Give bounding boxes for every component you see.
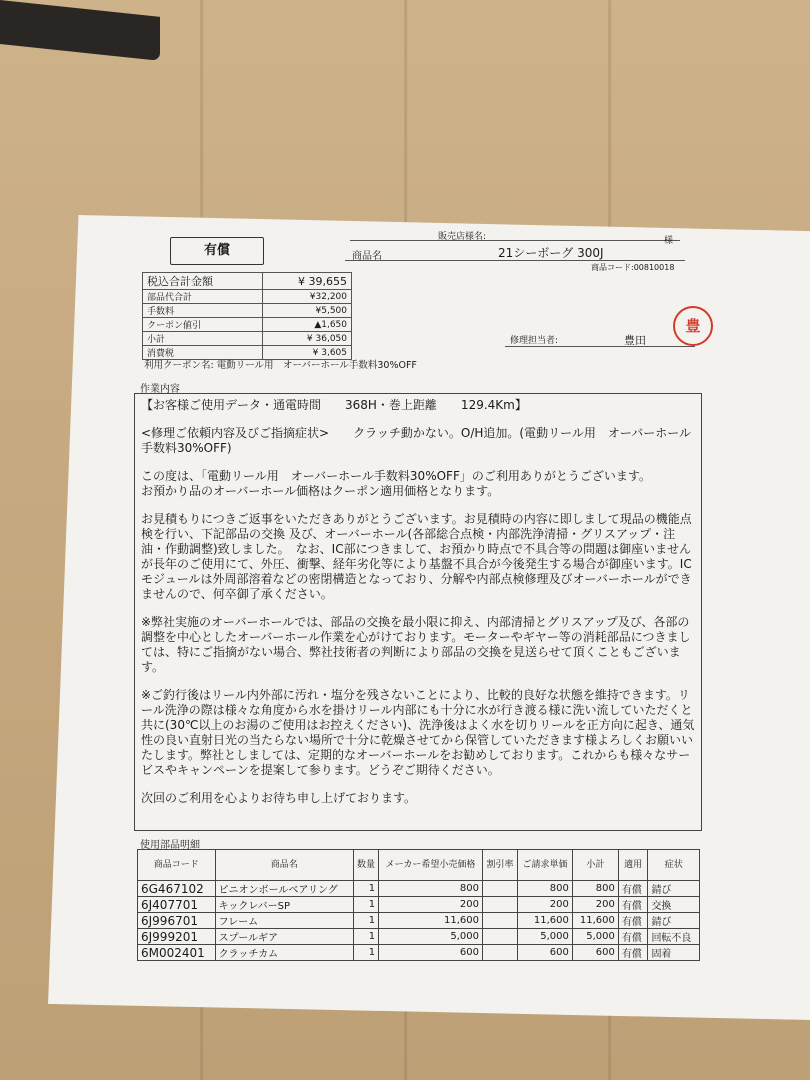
status-box: 有償 [170, 237, 264, 265]
parts-cell: 11,600 [572, 913, 618, 929]
parts-row [138, 897, 700, 913]
parts-cell [482, 881, 517, 897]
totals-row [143, 318, 352, 332]
parts-cell: 600 [518, 945, 573, 961]
totals-row [143, 332, 352, 346]
totals-label: 部品代合計 [143, 290, 263, 304]
parts-cell: 有償 [618, 897, 648, 913]
parts-cell: 6G467102 [138, 881, 216, 897]
parts-row [138, 945, 700, 961]
parts-cell: 交換 [648, 897, 700, 913]
parts-cell: キックレバーSP [215, 897, 353, 913]
parts-cell: 800 [379, 881, 483, 897]
parts-cell: 有償 [618, 945, 648, 961]
parts-column-header: 数量 [353, 850, 378, 881]
parts-cell: 6J996701 [138, 913, 216, 929]
parts-cell: 6J407701 [138, 897, 216, 913]
parts-column-header: 商品コード [138, 850, 216, 881]
parts-cell: 200 [379, 897, 483, 913]
totals-label: 小計 [143, 332, 263, 346]
parts-column-header: 商品名 [215, 850, 353, 881]
parts-cell [482, 945, 517, 961]
totals-value: ¥ 3,605 [263, 346, 352, 360]
work-paragraph: この度は、「電動リール用 オーバーホール手数料30%OFF」のご利用ありがとうございます。 お預かり品のオーバーホール価格はクーポン適用価格となります。 [141, 469, 651, 498]
parts-cell: 1 [353, 913, 378, 929]
parts-cell: 有償 [618, 913, 648, 929]
parts-column-header: 症状 [648, 850, 700, 881]
work-paragraph: お見積もりにつきご返事をいただきありがとうございます。お見積時の内容に即しまして現品の機能点検を行い、下記部品の交換 及び、オーバーホール(各部総合点検・内部洗浄清掃・グリスアップ・注油・作動調整)致しました。 なお、IC部につきまして、お預かり時点で不具合等の問題は御座いませんが長年のご使用にて、外圧、衝撃、経年劣化等により基盤不具合が今後発生する場合が御座います。ICモジュールは外周部溶着などの密閉構造となっており、分解や内部点検修理及びオーバーホールができませんので、何卒御了承ください。 [141, 512, 692, 601]
parts-cell: ピニオンボールベアリング [215, 881, 353, 897]
parts-cell: 11,600 [379, 913, 483, 929]
parts-cell: 6M002401 [138, 945, 216, 961]
totals-value: ¥5,500 [263, 304, 352, 318]
parts-cell: 1 [353, 945, 378, 961]
parts-row [138, 929, 700, 945]
repair-person: 豊田 [624, 334, 646, 347]
totals-label: 税込合計金額 [143, 273, 263, 290]
work-content-box [134, 393, 702, 831]
parts-cell: 800 [572, 881, 618, 897]
totals-row [143, 273, 352, 290]
parts-cell: 回転不良 [648, 929, 700, 945]
personal-seal-stamp: 豊 [673, 306, 713, 346]
totals-label: 手数料 [143, 304, 263, 318]
parts-column-header: ご請求単価 [518, 850, 573, 881]
product-line [345, 260, 685, 261]
parts-cell: 6J999201 [138, 929, 216, 945]
totals-table [142, 272, 352, 360]
parts-cell: 錆び [648, 881, 700, 897]
product-code: 商品コード:00810018 [591, 263, 675, 272]
parts-column-header: 割引率 [482, 850, 517, 881]
coupon-line: 利用クーポン名: 電動リール用 オーバーホール手数料30%OFF [144, 360, 417, 371]
parts-cell: 1 [353, 897, 378, 913]
parts-cell: 有償 [618, 881, 648, 897]
parts-cell: クラッチカム [215, 945, 353, 961]
sama-label: 様 [664, 236, 674, 246]
parts-column-header: 小計 [572, 850, 618, 881]
repair-person-line [505, 346, 695, 347]
store-line [350, 240, 680, 241]
parts-cell: 600 [379, 945, 483, 961]
parts-cell: 1 [353, 881, 378, 897]
repair-person-label: 修理担当者: [510, 336, 559, 346]
parts-cell [482, 913, 517, 929]
parts-table [137, 849, 700, 961]
work-section-title: 作業内容 [140, 384, 180, 395]
parts-cell: スプールギア [215, 929, 353, 945]
parts-cell: 5,000 [518, 929, 573, 945]
work-paragraph: ※ご釣行後はリール内外部に汚れ・塩分を残さないことにより、比較的良好な状態を維持できます。リール洗浄の際は様々な角度から水を掛けリール内部にも十分に水が行き渡る様に洗い流していただくと共に(30℃以上のお湯のご使用はお控えください)、洗浄後はよく水を切りリールを正方向に起き、通気性の良い直射日光の当たらない場所で十分に乾燥させてから保管していただきます様よろしくお願いいたします。弊社としましては、定期的なオーバーホールをお勧めしております。これからも様々なサービスやキャンペーンを提案して参ります。どうぞご期待ください。 [141, 688, 695, 777]
parts-cell: フレーム [215, 913, 353, 929]
product-label: 商品名 [352, 251, 382, 262]
product-name: 21シーボーグ 300J [498, 246, 604, 260]
parts-cell [482, 897, 517, 913]
work-paragraph: 次回のご利用を心よりお待ち申し上げております。 [141, 791, 417, 805]
totals-label: 消費税 [143, 346, 263, 360]
parts-cell: 固着 [648, 945, 700, 961]
totals-value: ¥32,200 [263, 290, 352, 304]
parts-cell: 5,000 [379, 929, 483, 945]
parts-cell: 錆び [648, 913, 700, 929]
parts-row [138, 913, 700, 929]
parts-cell: 600 [572, 945, 618, 961]
parts-cell: 200 [518, 897, 573, 913]
totals-label: クーポン値引 [143, 318, 263, 332]
box-on-table [0, 0, 160, 61]
work-paragraph: 【お客様ご使用データ・通電時間 368H・巻上距離 129.4Km】 [141, 398, 527, 412]
parts-cell: 11,600 [518, 913, 573, 929]
parts-cell: 800 [518, 881, 573, 897]
parts-cell: 有償 [618, 929, 648, 945]
parts-cell [482, 929, 517, 945]
work-paragraph: ※弊社実施のオーバーホールでは、部品の交換を最小限に抑え、内部清掃とグリスアップ及び、各部の調整を中心としたオーバーホール作業を心がけております。モーターやギヤー等の消耗部品につきましては、特にご指摘がない場合、弊社技術者の判断により部品の交換を見送らせて頂くこともございます。 [141, 615, 691, 674]
parts-row [138, 881, 700, 897]
parts-column-header: 適用 [618, 850, 648, 881]
store-label: 販売店様名: [438, 232, 487, 242]
parts-cell: 200 [572, 897, 618, 913]
totals-row [143, 290, 352, 304]
totals-value: ¥ 36,050 [263, 332, 352, 346]
totals-value: ▲1,650 [263, 318, 352, 332]
parts-title: 使用部品明細 [140, 840, 200, 851]
totals-row [143, 304, 352, 318]
parts-column-header: メーカー希望小売価格 [379, 850, 483, 881]
totals-value: ¥ 39,655 [263, 273, 352, 290]
parts-cell: 1 [353, 929, 378, 945]
parts-cell: 5,000 [572, 929, 618, 945]
work-paragraph: <修理ご依頼内容及びご指摘症状> クラッチ動かない。O/H追加。(電動リール用 オーバーホール手数料30%OFF) [141, 426, 691, 455]
